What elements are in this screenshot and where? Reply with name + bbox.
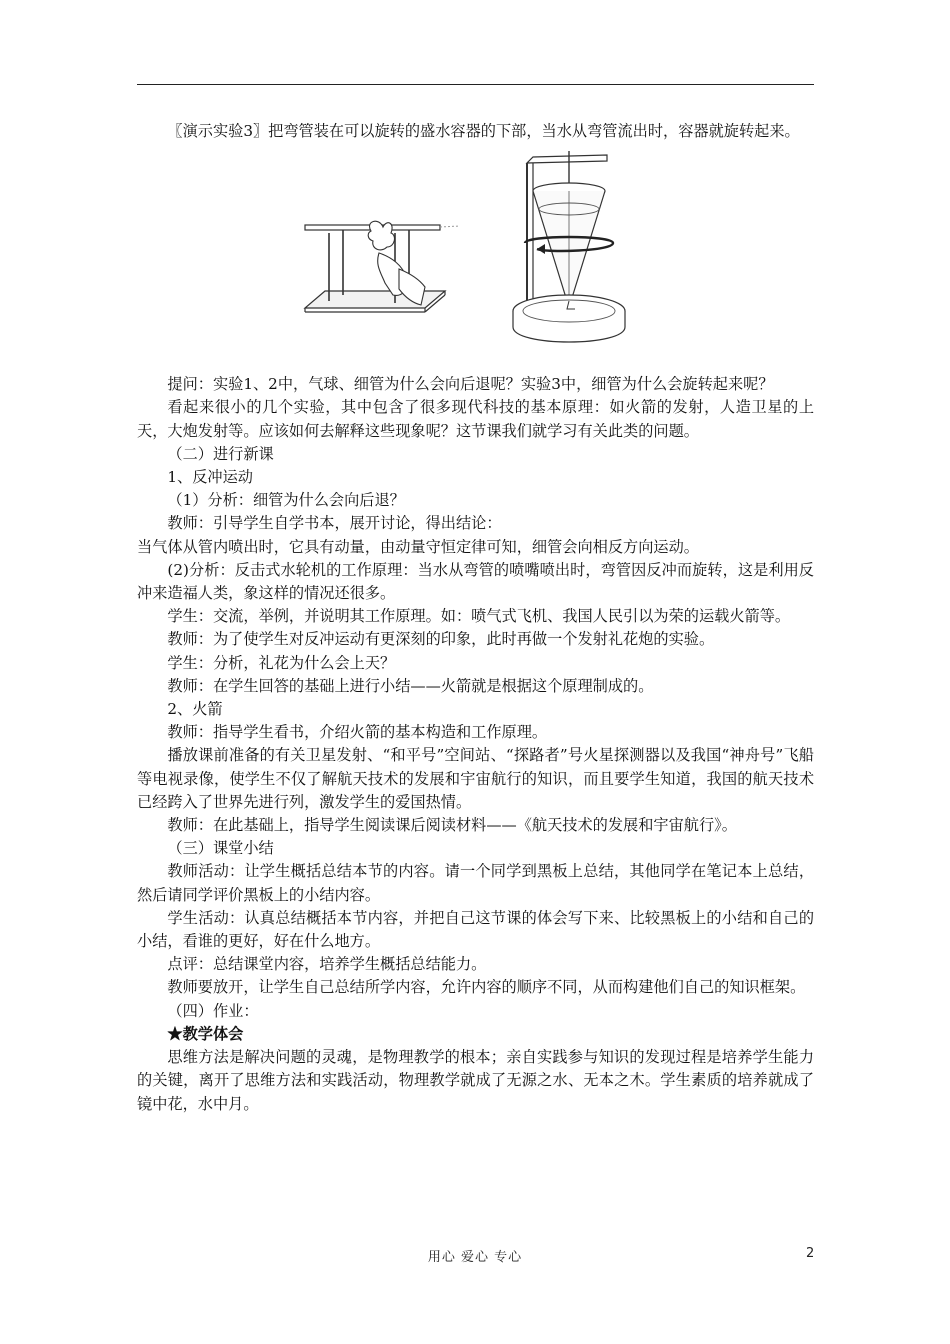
- paragraph-demo-3: 〖演示实验3〗把弯管装在可以旋转的盛水容器的下部，当水从弯管流出时，容器就旋转起来。: [167, 122, 800, 140]
- paragraph-teacher-4: 教师：指导学生看书，介绍火箭的基本构造和工作原理。: [167, 723, 548, 742]
- document-body: [137, 120, 814, 1116]
- subsection-heading-rocket: 2、火箭: [167, 700, 223, 719]
- rotating-container-illustration: [507, 151, 627, 349]
- paragraph-reflection: 思维方法是解决问题的灵魂，是物理教学的根本；亲自实践参与知识的发现过程是培养学生能力的关键，离开了思维方法和实践活动，物理教学就成了无源之水、无本之木。学生素质的培养就成了镜中花，水中月。: [137, 1048, 814, 1113]
- paragraph-comment: 点评：总结课堂内容，培养学生概括总结能力。: [167, 955, 487, 974]
- paragraph-teacher-1: 教师：引导学生自学书本，展开讨论，得出结论：: [167, 514, 502, 533]
- paragraph-video: 播放课前准备的有关卫星发射、“和平号”空间站、“探路者”号火星探测器以及我国“神舟号”飞船等电视录像，使学生不仅了解航天技术的发展和宇宙航行的知识，而且要学生知道，我国的航天技术已经跨入了世界先进行列，激发学生的爱国热情。: [137, 746, 814, 811]
- paragraph-teacher-5: 教师：在此基础上，指导学生阅读课后阅读材料——《航天技术的发展和宇宙航行》。: [167, 816, 737, 835]
- paragraph-teacher-2: 教师：为了使学生对反冲运动有更深刻的印象，此时再做一个发射礼花炮的实验。: [167, 630, 715, 649]
- header-rule: [137, 84, 814, 85]
- paragraph-student-2: 学生：分析，礼花为什么会上天？: [167, 653, 396, 672]
- paragraph-analysis-1: （1）分析：细管为什么会向后退？: [167, 491, 405, 510]
- page-number: 2: [806, 1246, 815, 1261]
- paragraph-intro: 看起来很小的几个实验，其中包含了很多现代科技的基本原理：如火箭的发射，人造卫星的上天，大炮发射等。应该如何去解释这些现象呢？这节课我们就学习有关此类的问题。: [137, 398, 814, 440]
- subsection-heading-recoil: 1、反冲运动: [167, 468, 253, 487]
- paragraph-student-activity: 学生活动：认真总结概括本节内容，并把自己这节课的体会写下来、比较黑板上的小结和自己的小结，看谁的更好，好在什么地方。: [137, 908, 814, 951]
- section-heading-summary: （三）课堂小结: [167, 839, 274, 858]
- tube-recoil-illustration: [295, 213, 465, 323]
- paragraph-question: 提问：实验1、2中，气球、细管为什么会向后退呢？实验3中，细管为什么会旋转起来呢？: [167, 375, 774, 394]
- section-heading-homework: （四）作业：: [167, 1001, 259, 1020]
- experiment-figures: [137, 151, 814, 363]
- paragraph-teacher-activity: 教师活动：让学生概括总结本节的内容。请一个同学到黑板上总结，其他同学在笔记本上总结，然后请同学评价黑板上的小结内容。: [137, 862, 814, 904]
- paragraph-teacher-3: 教师：在学生回答的基础上进行小结——火箭就是根据这个原理制成的。: [167, 676, 654, 695]
- section-heading-new-lesson: （二）进行新课: [167, 444, 274, 463]
- paragraph-student-1: 学生：交流，举例，并说明其工作原理。如：喷气式飞机、我国人民引以为荣的运载火箭等。: [167, 607, 791, 626]
- paragraph-teacher-open: 教师要放开，让学生自己总结所学内容，允许内容的顺序不同，从而构建他们自己的知识框架。: [167, 978, 806, 997]
- footer-motto: 用心 爱心 专心: [427, 1250, 523, 1265]
- paragraph-analysis-2: (2)分析：反击式水轮机的工作原理：当水从弯管的喷嘴喷出时，弯管因反冲而旋转，这是利用反冲来造福人类，象这样的情况还很多。: [137, 560, 814, 603]
- section-heading-reflection: ★教学体会: [167, 1024, 244, 1043]
- paragraph-conclusion: 当气体从管内喷出时，它具有动量，由动量守恒定律可知，细管会向相反方向运动。: [137, 537, 699, 556]
